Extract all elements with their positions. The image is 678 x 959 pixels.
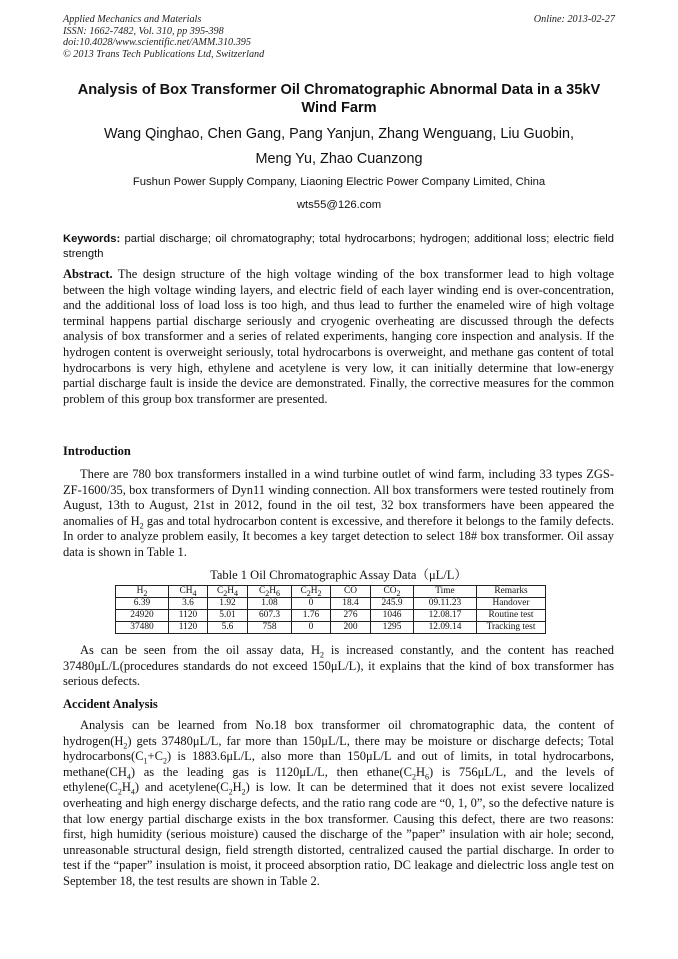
table-cell: Routine test <box>477 610 546 622</box>
keywords-text: partial discharge; oil chromatography; total hydrocarbons; hydrogen; additional loss; electric field strength <box>63 233 614 260</box>
accident-analysis-heading: Accident Analysis <box>63 697 158 711</box>
table-cell: 0 <box>292 598 331 610</box>
table-cell: 607.3 <box>248 610 292 622</box>
authors <box>70 122 608 172</box>
header-h2: $H_2$ <box>116 586 169 598</box>
accident-analysis-paragraph: Analysis can be learned from No.18 box transformer oil chromatographic data, the content of $hydrogen(H_2)$ gets 37480μL/L, far more than 150μL/L, there may be moisture or discharge defects; Total $hydrocarbons(C_1+C_2)$ is 1883.6μL/L, also more than 150μL/L and out of limits, in total hydrocarbons, $methane(CH_4)$ as the leading gas is 1120μL/L, then $ethane(C_2H_6)$ is 756μL/L, and the levels of $ethylene(C_2H_4)$ and $acetylene(C_2H_2)$ is low. It can be determined that it does not exist severe localized overheating and high energy discharge defects, and the ratio rang code are “0, 1, 0”, so the defective nature is that low energy partial discharge exists in the box transformer. Causing this defect, there are two reasons: first, high humidity (serious moisture) caused the discharge of the ”paper” insulation with air hole; second, unreasonable structural design, field strength distorted, centralized caused the partial discharge. In order to test if the “paper” insulation is moist, it proceed absorption ratio, DC leakage and dielectric loss angle test on September 18, the test results are shown in Table 2. <box>63 718 614 888</box>
table-cell: 1046 <box>371 610 414 622</box>
abstract <box>63 267 614 407</box>
table-cell: 12.09.14 <box>414 622 477 634</box>
header-co: CO <box>331 586 371 598</box>
table-cell: 1.08 <box>248 598 292 610</box>
table-cell: 245.9 <box>371 598 414 610</box>
table-discussion-paragraph <box>63 643 614 690</box>
table-cell: 18.4 <box>331 598 371 610</box>
intro-text-1: There are 780 box transformers installed in a wind turbine outlet of wind farm, including 33 types ZGS-ZF-1600/35, box transformers of Dyn11 winding connection. All box transformers were tested routinely from August, 13th to August, 21st in 2012, found in the oil test, 32 box transformers have been appeared the anomalies of <box>63 467 614 528</box>
header-c2h4: $C_2H_4$ <box>208 586 248 598</box>
authors-line-1: Wang Qinghao, Chen Gang, Pang Yanjun, Zhang Wenguang, Liu Guobin, <box>104 126 574 142</box>
table-cell: 200 <box>331 622 371 634</box>
table-cell: 24920 <box>116 610 169 622</box>
table-row <box>116 598 546 610</box>
introduction-heading: Introduction <box>63 444 131 458</box>
keywords-label: Keywords: <box>63 233 121 245</box>
table-cell: 276 <box>331 610 371 622</box>
online-date: Online: 2013-02-27 <box>533 14 615 25</box>
table-cell: 0 <box>292 622 331 634</box>
intro-h2: H <box>130 513 140 528</box>
table-cell: 1.76 <box>292 610 331 622</box>
issn-line: ISSN: 1662-7482, Vol. 310, pp 395-398 <box>63 25 224 37</box>
header-c2h2: $C_2H_2$ <box>292 586 331 598</box>
table-cell: Handover <box>477 598 546 610</box>
header-remarks: Remarks <box>477 586 546 598</box>
after-h: H <box>311 643 321 657</box>
journal-header <box>63 14 615 60</box>
after-h-sub: 2 <box>320 650 325 660</box>
doi-line: doi:10.4028/www.scientific.net/AMM.310.395 <box>63 37 251 49</box>
table-cell: 1120 <box>169 610 208 622</box>
intro-text-2: gas and total hydrocarbon content is excessive, and therefore it belongs to the family defects. In order to analyze problem easily, It becomes a key target detection to select 18# box transformer. Oil assay data is shown in Table 1. <box>63 513 615 559</box>
abstract-text: The design structure of the high voltage winding of the box transformer lead to high voltage between the high voltage winding layers, and electric field of each layer winding end is over-concentration, and the additional loss of load loss is too high, and thus lead to further the enameled wire of high voltage terminal happens partial discharge seriously and cryogenic overheating are discussed through the defects analysis of box transformer and a series of related experiments, hanging core inspection and analysis. If the hydrogen content is overweight seriously, total hydrocarbons is overweight, and methane gas content of total hydrocarbons is very high, ethylene and acetylene is very low, it can initially determine that low-energy partial discharge fault is inside the device are demonstrated. Finally, the corrective measures for the common problem of this group box transformer are presented. <box>63 267 614 406</box>
header-co2: $CO_2$ <box>371 586 414 598</box>
table-cell: 1295 <box>371 622 414 634</box>
introduction-paragraph <box>63 467 614 561</box>
table-1-caption: Table 1 Oil Chromatographic Assay Data（μL/L） <box>210 568 467 582</box>
intro-h2-sub: 2 <box>139 521 144 531</box>
table-row <box>116 610 546 622</box>
table-cell: 6.39 <box>116 598 169 610</box>
author-email[interactable]: wts55@126.com <box>296 199 382 211</box>
abstract-label: Abstract. <box>63 267 113 281</box>
table-row <box>116 622 546 634</box>
copyright-line: © 2013 Trans Tech Publications Ltd, Switzerland <box>63 48 265 60</box>
paper-title: Analysis of Box Transformer Oil Chromatographic Abnormal Data in a 35kV Wind Farm <box>77 82 601 116</box>
after-text-a: As can be seen from the oil assay data, <box>80 643 312 657</box>
header-ch4: $CH_4$ <box>169 586 208 598</box>
table-cell: 1.92 <box>208 598 248 610</box>
table-cell: 09.11.23 <box>414 598 477 610</box>
keywords <box>63 232 614 261</box>
affiliation: Fushun Power Supply Company, Liaoning Electric Power Company Limited, China <box>132 176 546 188</box>
journal-name: Applied Mechanics and Materials <box>63 14 202 25</box>
table-cell: 3.6 <box>169 598 208 610</box>
table-cell: 37480 <box>116 622 169 634</box>
table-cell: 1120 <box>169 622 208 634</box>
table-cell: 758 <box>248 622 292 634</box>
table-1 <box>115 585 546 634</box>
header-c2h6: $C_2H_6$ <box>248 586 292 598</box>
authors-line-2: Meng Yu, Zhao Cuanzong <box>255 151 423 167</box>
header-time: Time <box>414 586 477 598</box>
table-header-row <box>116 586 546 598</box>
table-cell: Tracking test <box>477 622 546 634</box>
table-cell: 12.08.17 <box>414 610 477 622</box>
after-text-b: is increased constantly, and the content has reached 37480μL/L(procedures standards do not exceed 150μL/L), it explains that the kind of box transformer has serious defects. <box>63 643 614 689</box>
table-cell: 5.01 <box>208 610 248 622</box>
table-cell: 5.6 <box>208 622 248 634</box>
